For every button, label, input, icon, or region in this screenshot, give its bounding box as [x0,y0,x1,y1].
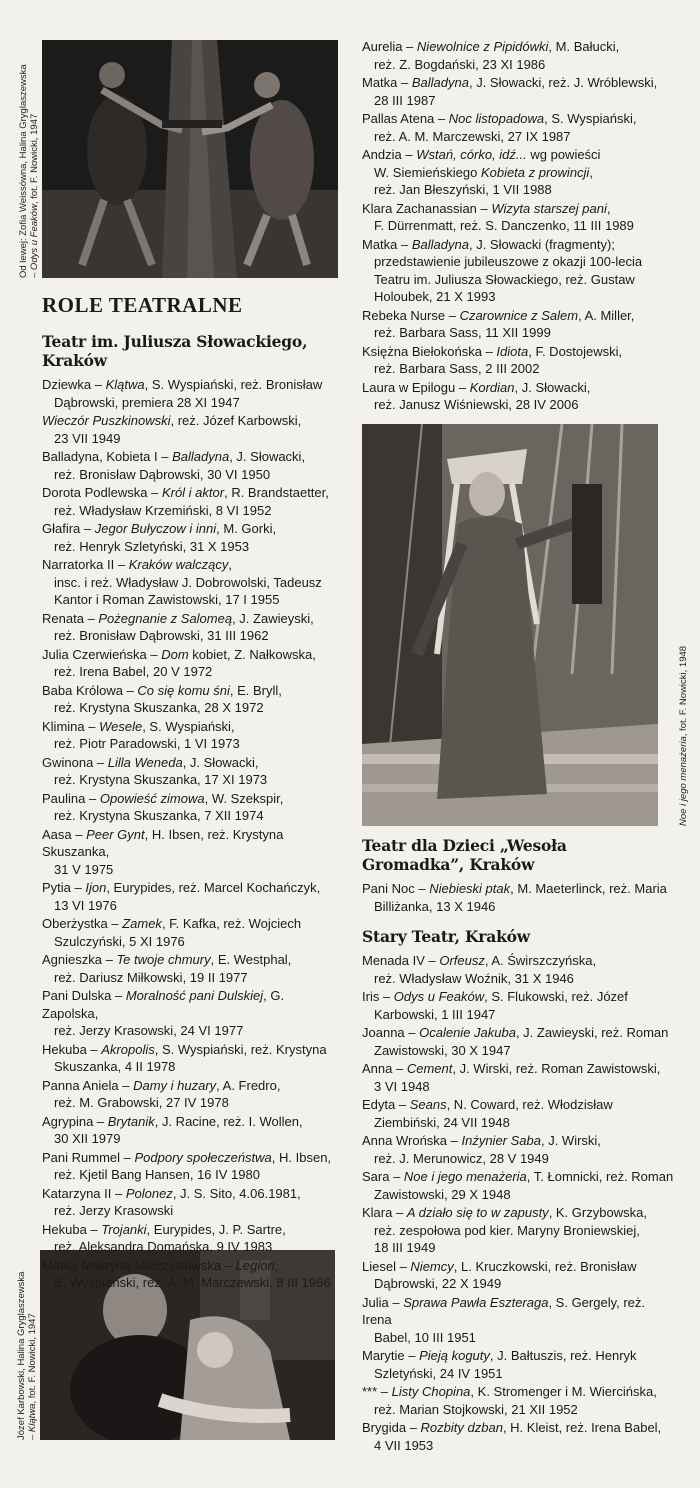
role-entry: Aasa – Peer Gynt, H. Ibsen, reż. Krystyna Skuszanka, 31 V 1975 [42,826,284,877]
role-entry: Pani Noc – Niebieski ptak, M. Maeterlinck, reż. Maria Billiżanka, 13 X 1946 [362,881,667,914]
role-entry: Anna – Cement, J. Wirski, reż. Roman Zawistowski, 3 VI 1948 [362,1061,661,1094]
caption-bottom-photo: Józef Karbowski, Halina Gryglaszewska – Klątwa, fot. F. Nowicki, 1947 [16,1271,38,1440]
role-entry: Matka – Balladyna, J. Słowacki (fragmenty); przedstawienie jubileuszowe z okazji 100-lecia Teatru im. Juliusza Słowackiego, reż. Gustaw Holoubek, 21 X 1993 [362,236,643,304]
photo-noe-i-jego-menazeria [362,424,658,826]
role-entry: Narratorka II – Kraków walczący, insc. i reż. Władysław J. Dobrowolski, Tadeusz Kantor i Roman Zawistowski, 17 I 1955 [42,557,322,607]
role-entry: Agnieszka – Te twoje chmury, E. Westphal, reż. Dariusz Miłkowski, 19 II 1977 [42,952,292,985]
right-column-top [362,38,674,415]
role-list-slowacki-part1 [42,376,342,1292]
role-entry: Agrypina – Brytanik, J. Racine, reż. I. Wollen, 30 XII 1979 [42,1113,303,1146]
role-entry: Pani Dulska – Moralność pani Dulskiej, G. Zapolska, reż. Jerzy Krasowski, 24 VI 1977 [42,988,285,1038]
role-entry: Joanna – Ocalenie Jakuba, J. Zawieyski, reż. Roman Zawistowski, 30 X 1947 [362,1025,669,1058]
role-entry: Rebeka Nurse – Czarownice z Salem, A. Miller, reż. Barbara Sass, 11 XII 1999 [362,307,635,340]
role-entry: *** – Listy Chopina, K. Stromenger i M. Wiercińska, reż. Marian Stojkowski, 21 XII 1952 [362,1384,657,1417]
role-entry: Laura w Epilogu – Kordian, J. Słowacki, reż. Janusz Wiśniewski, 28 IV 2006 [362,379,591,412]
theatre-heading-slowacki: Teatr im. Juliusza Słowackiego, Kraków [42,332,308,370]
role-entry: Pallas Atena – Noc listopadowa, S. Wyspiański, reż. A. M. Marczewski, 27 IX 1987 [362,111,637,144]
role-entry: Paulina – Opowieść zimowa, W. Szekspir, reż. Krystyna Skuszanka, 7 XII 1974 [42,790,284,823]
role-entry: Hekuba – Trojanki, Eurypides, J. P. Sartre, reż. Aleksandra Domańska, 9 IV 1983 [42,1221,286,1254]
role-entry: Andzia – Wstań, córko, idź... wg powieści W. Siemieńskiego Kobieta z prowincji, reż. Jan Błeszyński, 1 VII 1988 [362,147,601,197]
role-list-stary-teatr [362,952,674,1454]
role-entry: Liesel – Niemcy, L. Kruczkowski, reż. Bronisław Dąbrowski, 22 X 1949 [362,1258,637,1291]
role-entry: Panna Aniela – Damy i huzary, A. Fredro, reż. M. Grabowski, 27 IV 1978 [42,1077,281,1110]
role-entry: Brygida – Rozbity dzban, H. Kleist, reż. Irena Babel, 4 VII 1953 [362,1420,662,1453]
role-entry: Klimina – Wesele, S. Wyspiański, reż. Piotr Paradowski, 1 VI 1973 [42,718,240,751]
section-title: ROLE TEATRALNE [42,293,243,317]
role-entry: Iris – Odys u Feaków, S. Flukowski, reż. Józef Karbowski, 1 III 1947 [362,989,628,1022]
role-entry: Julia Czerwieńska – Dom kobiet, Z. Nałkowska, reż. Irena Babel, 20 V 1972 [42,646,316,679]
role-entry: Dziewka – Klątwa, S. Wyspiański, reż. Bronisław Dąbrowski, premiera 28 XI 1947 [42,377,323,410]
role-entry: Balladyna, Kobieta I – Balladyna, J. Słowacki, reż. Bronisław Dąbrowski, 30 VI 1950 [42,449,306,482]
role-entry: Wieczór Puszkinowski, reż. Józef Karbowski, 23 VII 1949 [42,413,302,446]
role-entry: Księżna Biełokońska – Idiota, F. Dostojewski, reż. Barbara Sass, 2 III 2002 [362,343,623,376]
role-entry: Edyta – Seans, N. Coward, reż. Włodzisław Ziembiński, 24 VII 1948 [362,1097,613,1130]
role-entry: Hekuba – Akropolis, S. Wyspiański, reż. Krystyna Skuszanka, 4 II 1978 [42,1041,327,1074]
photo-odys-u-feakow [42,40,338,278]
theatre-heading-wesola-gromadka: Teatr dla Dzieci „Wesoła Gromadka”, Kraków [362,836,567,874]
role-entry: Katarzyna II – Polonez, J. S. Sito, 4.06.1981, reż. Jerzy Krasowski [42,1185,301,1218]
role-entry: Pytia – Ijon, Eurypides, reż. Marcel Kochańczyk, 13 VI 1976 [42,880,321,913]
role-entry: Głafira – Jegor Bułyczow i inni, M. Gorki, reż. Henryk Szletyński, 31 X 1953 [42,521,277,554]
role-list-wesola-gromadka [362,880,674,915]
role-entry: Matka – Balladyna, J. Słowacki, reż. J. Wróblewski, 28 III 1987 [362,75,658,108]
role-entry: Gwinona – Lilla Weneda, J. Słowacki, reż. Krystyna Skuszanka, 17 XI 1973 [42,754,268,787]
role-entry: Renata – Pożegnanie z Salomeą, J. Zawieyski, reż. Bronisław Dąbrowski, 31 III 1962 [42,610,314,643]
role-entry: Baba Królowa – Co się komu śni, E. Bryll, reż. Krystyna Skuszanka, 28 X 1972 [42,682,282,715]
role-entry: Klara – A działo się to w zapusty, K. Grzybowska, reż. zespołowa pod kier. Maryny Broniewskiej, 18 III 1949 [362,1205,647,1255]
role-list-slowacki-part2 [362,38,674,414]
role-entry: Sara – Noe i jego menażeria, T. Łomnicki, reż. Roman Zawistowski, 29 X 1948 [362,1169,674,1202]
caption-right-photo: Noe i jego menażeria, fot. F. Nowicki, 1948 [678,645,689,826]
role-entry: Anna Wrońska – Inżynier Saba, J. Wirski, reż. J. Merunowicz, 28 V 1949 [362,1133,601,1166]
role-entry: Aurelia – Niewolnice z Pipidówki, M. Bałucki, reż. Z. Bogdański, 23 XI 1986 [362,39,620,72]
caption-top-photo: Od lewej: Zofia Weissówna, Halina Gryglaszewska – Odys u Feaków, fot. F. Nowicki, 1947 [18,64,40,278]
role-entry: Matka Makryna Mieczysławska – Legion, S. Wyspiański, reż. A. M. Marczewski, 8 III 1986 [42,1257,331,1290]
role-entry: Pani Rummel – Podpory społeczeństwa, H. Ibsen, reż. Kjetil Bang Hansen, 16 IV 1980 [42,1149,332,1182]
role-entry: Julia – Sprawa Pawła Eszteraga, S. Gergely, reż. Irena Babel, 10 III 1951 [362,1294,646,1345]
role-entry: Menada IV – Orfeusz, A. Świrszczyńska, reż. Władysław Woźnik, 31 X 1946 [362,953,597,986]
theatre-heading-stary-teatr: Stary Teatr, Kraków [362,927,530,946]
role-entry: Marytie – Pieją koguty, J. Bałtuszis, reż. Henryk Szletyński, 24 IV 1951 [362,1348,637,1381]
role-entry: Klara Zachanassian – Wizyta starszej pani, F. Dürrenmatt, reż. S. Danczenko, 11 III 1989 [362,200,634,233]
left-column [42,293,342,1293]
role-entry: Oberżystka – Zamek, F. Kafka, reż. Wojciech Szulczyński, 5 XI 1976 [42,916,302,949]
role-entry: Dorota Podlewska – Król i aktor, R. Brandstaetter, reż. Władysław Krzemiński, 8 VI 1952 [42,485,329,518]
right-column-bottom [362,836,674,1455]
